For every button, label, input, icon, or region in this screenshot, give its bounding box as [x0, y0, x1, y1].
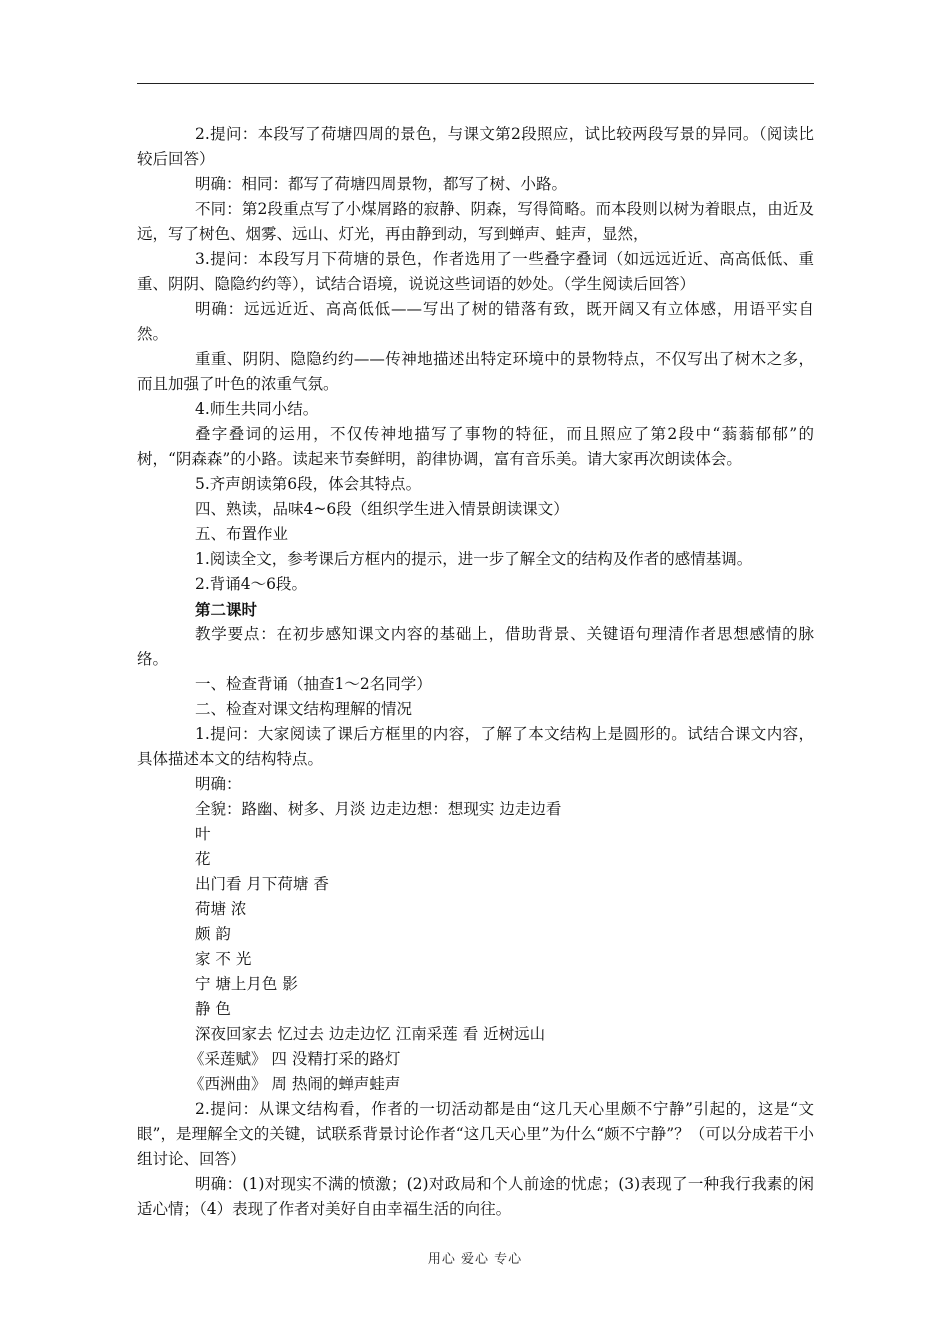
document-body	[137, 122, 814, 1222]
structure-line: 《西洲曲》 周 热闹的蝉声蛙声	[189, 1075, 401, 1093]
paragraph: 1.阅读全文，参考课后方框内的提示，进一步了解全文的结构及作者的感情基调。	[195, 550, 753, 568]
paragraph: 3.提问：本段写月下荷塘的景色，作者选用了一些叠字叠词（如远远近近、高高低低、重重、阴阴、隐隐约约等），试结合语境，说说这些词语的妙处。（学生阅读后回答）	[137, 250, 814, 293]
structure-line: 静 色	[195, 1000, 231, 1018]
paragraph: 二、检查对课文结构理解的情况	[195, 700, 413, 718]
paragraph: 5.齐声朗读第6段，体会其特点。	[195, 475, 422, 493]
header-rule	[137, 83, 814, 84]
paragraph: 4.师生共同小结。	[195, 400, 319, 418]
paragraph: 不同：第2段重点写了小煤屑路的寂静、阴森，写得简略。而本段则以树为着眼点，由近及远，写了树色、烟雾、远山、灯光，再由静到动，写到蝉声、蛙声，显然，	[137, 200, 814, 243]
paragraph: 明确：(1)对现实不满的愤激；(2)对政局和个人前途的忧虑；(3)表现了一种我行我素的闲适心情；（4）表现了作者对美好自由幸福生活的向往。	[137, 1175, 814, 1218]
page-footer: 用心 爱心 专心	[427, 1252, 523, 1267]
paragraph: 教学要点：在初步感知课文内容的基础上，借助背景、关键语句理清作者思想感情的脉络。	[137, 625, 814, 668]
paragraph: 重重、阴阴、隐隐约约——传神地描述出特定环境中的景物特点，不仅写出了树木之多，而且加强了叶色的浓重气氛。	[137, 350, 814, 393]
structure-line: 全貌：路幽、树多、月淡 边走边想：想现实 边走边看	[195, 800, 562, 818]
structure-line: 家 不 光	[195, 950, 252, 968]
section-heading: 第二课时	[195, 600, 258, 619]
paragraph: 2.提问：本段写了荷塘四周的景色，与课文第2段照应，试比较两段写景的异同。（阅读比较后回答）	[137, 125, 814, 168]
structure-line: 《采莲赋》 四 没精打采的路灯	[189, 1050, 401, 1068]
structure-line: 出门看 月下荷塘 香	[195, 875, 329, 893]
paragraph: 一、检查背诵（抽查1～2名同学）	[195, 675, 432, 693]
paragraph: 五、布置作业	[195, 525, 289, 543]
paragraph: 明确：	[195, 775, 242, 793]
paragraph: 四、熟读，品味4~6段（组织学生进入情景朗读课文）	[195, 500, 569, 518]
paragraph: 明确：远远近近、高高低低——写出了树的错落有致，既开阔又有立体感，用语平实自然。	[137, 300, 814, 343]
structure-line: 荷塘 浓	[195, 900, 247, 918]
structure-line: 叶	[195, 825, 211, 843]
structure-line: 颇 韵	[195, 925, 231, 943]
paragraph: 叠字叠词的运用，不仅传神地描写了事物的特征，而且照应了第2段中“蓊蓊郁郁”的树，“阴森森”的小路。读起来节奏鲜明，韵律协调，富有音乐美。请大家再次朗读体会。	[137, 425, 814, 468]
structure-line: 深夜回家去 忆过去 边走边忆 江南采莲 看 近树远山	[195, 1025, 546, 1043]
paragraph: 2.背诵4～6段。	[195, 575, 308, 593]
paragraph: 1.提问：大家阅读了课后方框里的内容，了解了本文结构上是圆形的。试结合课文内容，具体描述本文的结构特点。	[137, 725, 814, 768]
paragraph: 明确：相同：都写了荷塘四周景物，都写了树、小路。	[195, 175, 568, 193]
paragraph: 2.提问：从课文结构看，作者的一切活动都是由“这几天心里颇不宁静”引起的，这是“文眼”，是理解全文的关键，试联系背景讨论作者“这几天心里”为什么“颇不宁静”？（可以分成若干小组讨论、回答）	[137, 1100, 814, 1168]
structure-line: 宁 塘上月色 影	[195, 975, 298, 993]
structure-line: 花	[195, 850, 211, 868]
